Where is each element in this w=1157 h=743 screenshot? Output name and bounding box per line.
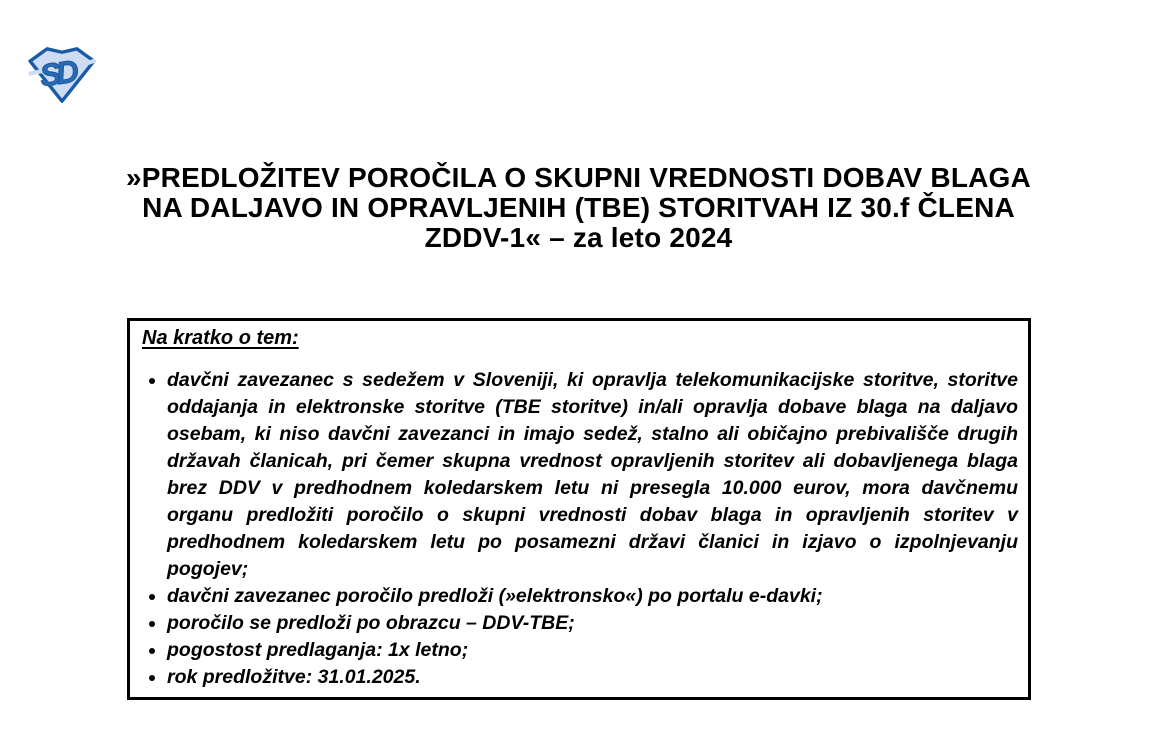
sd-diamond-logo-icon xyxy=(28,43,96,105)
sd-diamond-logo xyxy=(28,43,96,105)
summary-bullet-4: • pogostost predlaganja: 1x letno; xyxy=(167,637,1018,664)
document-title xyxy=(0,163,1157,253)
summary-bullet-list xyxy=(142,367,1018,691)
summary-bullet-5: • rok predložitve: 31.01.2025. xyxy=(167,664,1018,691)
summary-bullet-3: • poročilo se predloži po obrazcu – DDV-TBE; xyxy=(167,610,1018,637)
document-title-line-3: ZDDV-1« – za leto 2024 xyxy=(424,222,733,253)
summary-bullet-1: • davčni zavezanec s sedežem v Sloveniji, ki opravlja telekomunikacijske storitve, storitve oddajanja in elektronske storitve (TBE storitve) in/ali opravlja dobave blaga na daljavo osebam, ki niso davčni zavezanci in imajo sedež, stalno ali običajno prebivališče drugih državah članicah, pri čemer skupna vrednost opravljenih storitev ali dobavljenega blaga brez DDV v predhodnem koledarskem letu ni presegla 10.000 eurov, mora davčnemu organu predložiti poročilo o skupni vrednosti dobav blaga in opravljenih storitev v predhodnem koledarskem letu po posamezni državi članici in izjavo o izpolnjevanju pogojev; xyxy=(167,367,1018,583)
summary-bullet-2: • davčni zavezanec poročilo predloži (»elektronsko«) po portalu e-davki; xyxy=(167,583,1018,610)
document-title-line-2: NA DALJAVO IN OPRAVLJENIH (TBE) STORITVAH IZ 30.f ČLENA xyxy=(142,192,1015,223)
summary-box xyxy=(127,318,1031,700)
document-title-line-1: »PREDLOŽITEV POROČILA O SKUPNI VREDNOSTI DOBAV BLAGA xyxy=(126,162,1031,193)
logo-letters: SD xyxy=(37,54,77,94)
summary-heading: Na kratko o tem: xyxy=(142,327,299,349)
